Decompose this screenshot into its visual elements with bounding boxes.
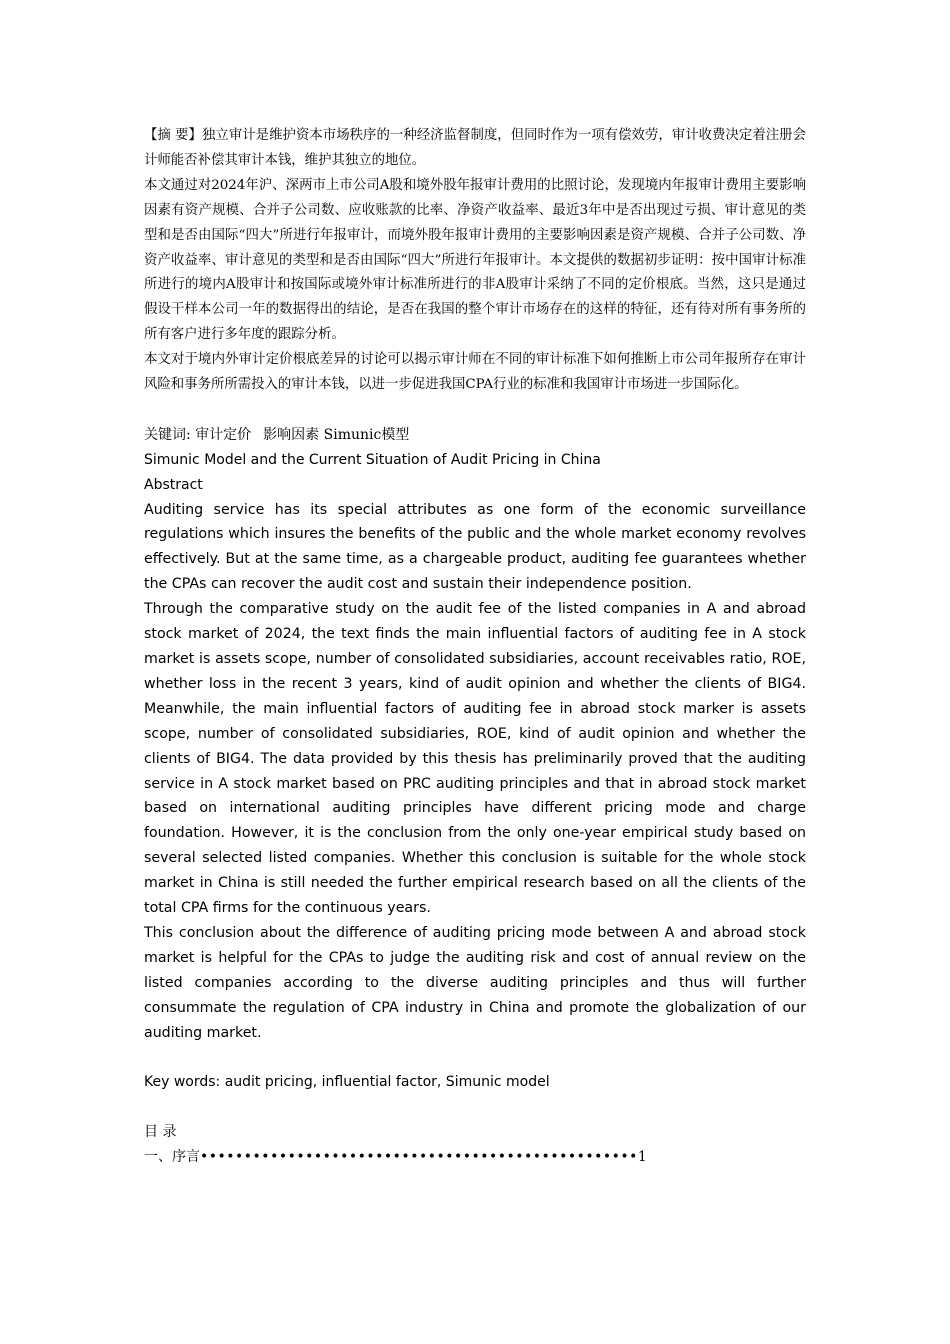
- keywords-cn: [144, 423, 806, 448]
- spacer: [144, 1095, 806, 1120]
- abstract-cn-heading: 【摘 要】: [144, 128, 202, 143]
- spacer: [144, 1046, 806, 1071]
- spacer: [144, 398, 806, 423]
- toc-entry: [144, 1145, 806, 1170]
- abstract-cn-p2: 本文通过对2024年沪、深两市上市公司A股和境外股年报审计费用的比照讨论，发现境内年报审计费用主要影响因素有资产规模、合并子公司数、应收账款的比率、净资产收益率、最近3年中是否出现过亏损、审计意见的类型和是否由国际“四大”所进行年报审计，而境外股年报审计费用的主要影响因素是资产规模、合并子公司数、净资产收益率、审计意见的类型和是否由国际“四大”所进行年报审计。本文提供的数据初步证明：按中国审计标准所进行的境内A股审计和按国际或境外审计标准所进行的非A股审计采纳了不同的定价根底。当然，这只是通过假设干样本公司一年的数据得出的结论，是否在我国的整个审计市场存在的这样的特征，还有待对所有事务所的所有客户进行多年度的跟踪分析。: [144, 177, 806, 343]
- abstract-cn-p3: 本文对于境内外审计定价根底差异的讨论可以揭示审计师在不同的审计标准下如何推断上市公司年报所存在审计风险和事务所所需投入的审计本钱，以进一步促进我国CPA行业的标准和我国审计市场进一步国际化。: [144, 352, 806, 393]
- toc-heading: 目 录: [144, 1124, 177, 1141]
- document-page: [144, 124, 806, 1170]
- toc-entry-label: 一、序言: [144, 1149, 200, 1166]
- english-title: Simunic Model and the Current Situation of Audit Pricing in China: [144, 451, 601, 468]
- keyword-cn-2: 影响因素: [263, 426, 320, 443]
- abstract-en-p1: Auditing service has its special attributes as one form of the economic surveillance regulations which insures the benefits of the public and the whole market economy revolves effectively. But at the same time, as a chargeable product, auditing fee guarantees whether the CPAs can recover the audit cost and sustain their independence position.: [144, 501, 806, 593]
- keywords-en: Key words: audit pricing, influential factor, Simunic model: [144, 1074, 550, 1091]
- abstract-en-heading: Abstract: [144, 476, 203, 493]
- abstract-cn-p1-text: 独立审计是维护资本市场秩序的一种经济监督制度，但同时作为一项有偿效劳，审计收费决定着注册会计师能否补偿其审计本钱，维护其独立的地位。: [144, 128, 806, 168]
- keywords-cn-label: 关键词:: [144, 426, 191, 443]
- abstract-cn-p1: [144, 124, 806, 174]
- toc-entry-page: 1: [637, 1149, 647, 1166]
- keyword-cn-1: 审计定价: [195, 426, 252, 443]
- toc-entry-leader: ••••••••••••••••••••••••••••••••••••••••••••••••••: [200, 1149, 638, 1166]
- abstract-en-p2: Through the comparative study on the audit fee of the listed companies in A and abroad stock market of 2024, the text finds the main influential factors of auditing fee in A stock market is assets scope, number of consolidated subsidiaries, account receivables ratio, ROE, whether loss in the recent 3 years, kind of audit opinion and whether the clients of BIG4. Meanwhile, the main influential factors of auditing fee in abroad stock marker is assets scope, number of consolidated subsidiaries, ROE, kind of audit opinion and whether the clients of BIG4. The data provided by this thesis has preliminarily proved that the auditing service in A stock market based on PRC auditing principles and that in abroad stock market based on international auditing principles have different pricing mode and charge foundation. However, it is the conclusion from the only one-year empirical study based on several selected listed companies. Whether this conclusion is suitable for the whole stock market in China is still needed the further empirical research based on all the clients of the total CPA firms for the continuous years.: [144, 601, 806, 917]
- keyword-cn-3: Simunic模型: [323, 426, 410, 443]
- abstract-en-p3: This conclusion about the difference of auditing pricing mode between A and abroad stock market is helpful for the CPAs to judge the auditing risk and cost of annual review on the listed companies according to the diverse auditing principles and thus will further consummate the regulation of CPA industry in China and promote the globalization of our auditing market.: [144, 924, 806, 1041]
